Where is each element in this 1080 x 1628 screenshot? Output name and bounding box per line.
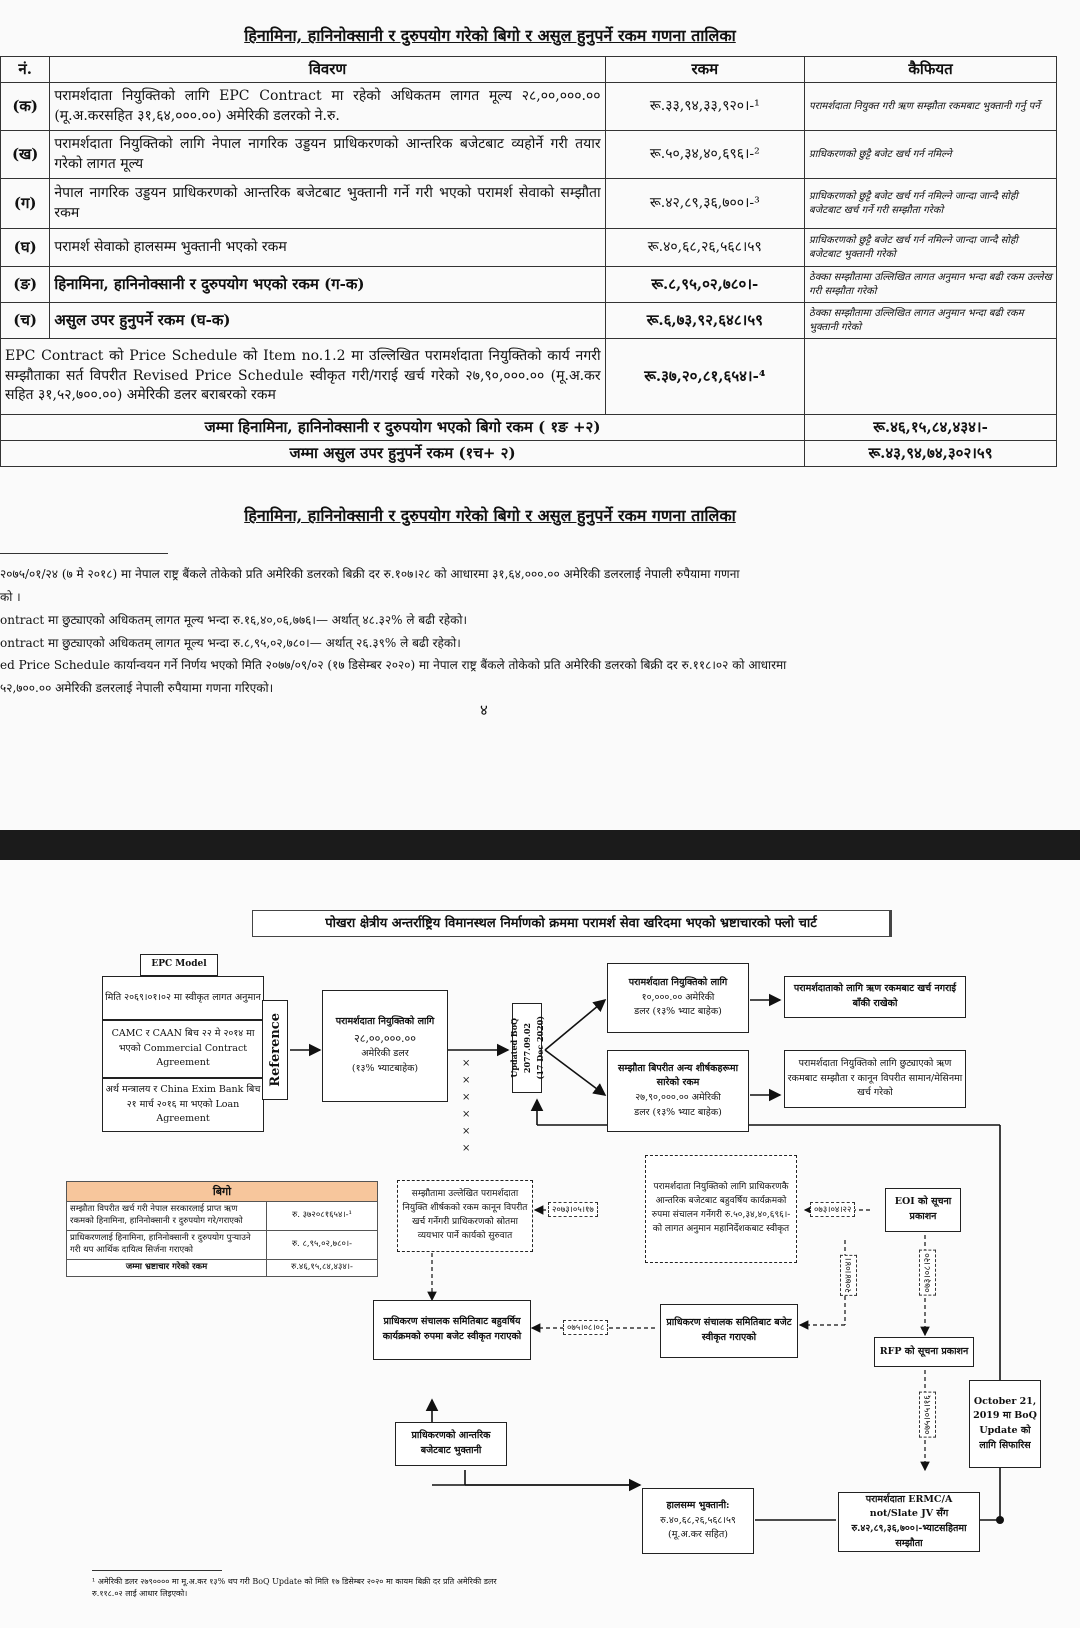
- total-label: जम्मा हिनामिना, हानिनोक्सानी र दुरुपयोग भएको बिगो रकम ( १ङ +२): [1, 415, 805, 441]
- board-budget-box: [660, 1304, 798, 1358]
- unspent-loan-box: [784, 976, 966, 1018]
- payment-todate-box: [642, 1488, 754, 1554]
- row-remark: प्राधिकरणको छुट्टै बजेट खर्च गर्न नमिल्ने: [805, 131, 1057, 179]
- boq-update-recommendation-box: [969, 1380, 1041, 1468]
- row-amount: रू.४२,८९,३६,७००।-³: [605, 179, 804, 229]
- row-desc: असुल उपर हुनुपर्ने रकम (घ-क): [50, 303, 605, 339]
- diverted-amount-box: [607, 1050, 749, 1132]
- row-desc: परामर्शदाता नियुक्तिको लागि नेपाल नागरिक उड्डयन प्राधिकरणको आन्तरिक बजेटबाट व्यहोर्ने गरी तयार गरेको लागत मूल्य: [50, 131, 605, 179]
- table-row: [67, 1259, 378, 1276]
- consultant-allocation-box: [322, 990, 448, 1102]
- box-text: RFP को सूचना प्रकाशन: [879, 1345, 969, 1357]
- box-title: हालसम्म भुक्तानी:: [666, 1499, 730, 1511]
- consultant-usd-box: [607, 963, 749, 1033]
- box-text: EOI को सूचना प्रकाशन: [894, 1196, 952, 1222]
- reference-text: Reference: [267, 1013, 283, 1087]
- expense-start-box: [397, 1180, 533, 1252]
- col-header-desc: विवरण: [50, 57, 605, 83]
- epc-box-text: अर्थ मन्त्रालय र China Exim Bank बिच २१ मार्च २०१६ मा भएको Loan Agreement: [105, 1083, 261, 1125]
- row-sn: (घ): [1, 229, 50, 267]
- date-label: ०७५।०८।०८: [563, 1320, 608, 1335]
- cross-marks: × × × × × ×: [462, 1058, 471, 1154]
- box-title: परामर्शदाता नियुक्तिको लागि: [628, 976, 728, 988]
- page-number: ४: [480, 701, 488, 719]
- internal-budget-payment-box: [395, 1422, 507, 1466]
- row-remark: प्राधिकरणको छुट्टै बजेट खर्च गर्न नमिल्ने जान्दा जान्दै सोही बजेटबाट भुक्तानी गरेको: [805, 229, 1057, 267]
- row-desc: परामर्श सेवाको हालसम्म भुक्तानी भएको रकम: [50, 229, 605, 267]
- bigo-amount: रु. ३७२०८१६५४।-¹: [267, 1202, 378, 1231]
- flowchart-footnote: ¹ अमेरिकी डलर २७९०००० मा मू.अ.कर १३% थप गरी BoQ Update को मिति १७ डिसेम्बर २०२० मा कायम बिक्री दर प्रति अमेरिकी डलर रु.११८.०२ लाई आधार लिइएको।: [92, 1577, 497, 1598]
- total-label: जम्मा असुल उपर हुनुपर्ने रकम (१च+ २): [1, 441, 805, 467]
- epc-box-text: CAMC र CAAN बिच २२ मे २०१४ मा भएको Commercial Contract Agreement: [111, 1027, 255, 1069]
- row-remark: परामर्शदाता नियुक्त गरी ऋण सम्झौता रकमबाट भुक्तानी गर्नु पर्ने: [805, 83, 1057, 131]
- box-title: सम्झौता बिपरीत अन्य शीर्षकहरूमा सारेको रकम: [617, 1062, 739, 1089]
- box-unit: डलर (१३% भ्याट बाहेक): [634, 1106, 722, 1118]
- footnote-line: २०७५/०१/२४ (७ मे २०१८) मा नेपाल राष्ट्र बैंकले तोकेको प्रति अमेरिकी डलरको बिक्री दर रु.१०७।२८ को आधारमा ३१,६४,०००.०० अमेरिकी डलरलाई नेपाली रुपैयामा गणना: [0, 567, 740, 581]
- consultant-title: परामर्शदाता नियुक्तिको लागि: [335, 1016, 435, 1028]
- row-desc: हिनामिना, हानिनोक्सानी र दुरुपयोग भएको रकम (ग-क): [50, 267, 605, 303]
- box-text: सम्झौतामा उल्लेखित परामर्शदाता नियुक्ति शीर्षकको रकम कानून विपरीत खर्च गर्नेगरी प्राधिकरणको स्रोतमा व्ययभार पार्ने कार्यको सुरुवात: [402, 1189, 528, 1241]
- consultant-contract-box: [838, 1492, 980, 1552]
- box-text: परामर्शदाता नियुक्तिको लागि प्राधिकरणकै आन्तरिक बजेटबाट बहुवर्षिय कार्यक्रमको रुपमा संचालन गर्नेगरी रु.५०,३४,४०,६९६।-को लागत अनुमान महानिर्देशकबाट स्वीकृत: [651, 1182, 791, 1234]
- box-amount: २७,९०,०००.०० अमेरिकी: [635, 1092, 721, 1103]
- epc-model-text: EPC Model: [151, 959, 207, 970]
- flowchart-title: पोखरा क्षेत्रीय अन्तर्राष्ट्रिय विमानस्थल निर्माणको क्रममा परामर्श सेवा खरिदमा भएको भ्रष्टाचारको फ्लो चार्ट: [252, 910, 892, 937]
- row-desc: EPC Contract को Price Schedule को Item no.1.2 मा उल्लिखित परामर्शदाता नियुक्तिको कार्य नगरी सम्झौताका सर्त विपरीत Revised Price Schedule स्वीकृत गरी/गराई खर्च गरेको २७,९०,०००.०० (मू.अ.कर सहित ३१,५२,७००.००) अमेरिकी डलर बराबरको रकम: [1, 339, 606, 415]
- row-amount: रू.४०,६८,२६,५६८।५९: [605, 229, 804, 267]
- footnote-line: को ।: [0, 590, 21, 604]
- epc-box-loan-agreement: [102, 1078, 264, 1132]
- date-label-vertical: २०७४।०४।: [840, 1255, 857, 1296]
- consultant-amount: २८,००,०००.००: [354, 1032, 416, 1046]
- row-sn: (ङ): [1, 267, 50, 303]
- total-amount: रू.४३,९४,७४,३०२।५९: [805, 441, 1057, 467]
- total-amount: रू.४६,१५,८४,४३४।-: [805, 415, 1057, 441]
- box-text: प्राधिकरण संचालक समितिबाट बहुवर्षिय कार्यक्रमको रुपमा बजेट स्वीकृत गराएको: [382, 1316, 522, 1342]
- box-text: प्राधिकरण संचालक समितिबाट बजेट स्वीकृत गराएको: [666, 1317, 792, 1343]
- consultant-note: (१३% भ्याटबाहेक): [351, 1062, 419, 1074]
- box-amount: १०,०००.०० अमेरिकी: [641, 991, 715, 1003]
- box-text: परामर्शदाता नियुक्तिको लागि छुट्याएको ऋण रकमबाट सम्झौता र कानून विपरीत सामान/मेसिनमा खर्च गरेको: [787, 1057, 963, 1099]
- table-row: [67, 1202, 378, 1231]
- epc-box-text: मिति २०६९।०१।०२ मा स्वीकृत लागत अनुमान: [105, 991, 261, 1003]
- col-header-sn: नं.: [1, 57, 50, 83]
- epc-box-commercial-agreement: [102, 1020, 264, 1078]
- date-label: ०७३।०४।२२: [810, 1202, 855, 1217]
- footnote-line: ed Price Schedule कार्यान्वयन गर्ने निर्णय भएको मिति २०७७/०९/०२ (१७ डिसेम्बर २०२०) मा नेपाल राष्ट्र बैंकले तोकेको प्रति अमेरिकी डलरको बिक्री दर रु.११८।०२ को आधारमा: [0, 658, 787, 672]
- rfp-notice-box: [874, 1337, 974, 1367]
- table-caption: हिनामिना, हानिनोक्सानी र दुरुपयोग गरेको बिगो र असुल हुनुपर्ने रकम गणना तालिका: [244, 506, 736, 525]
- footnote-line: ontract मा छुट्याएको अधिकतम् लागत मूल्य भन्दा रु.८,९५,०२,७८०।— अर्थात् २६.३९% ले बढी रहेको।: [0, 636, 461, 650]
- epc-model-label: [140, 954, 218, 976]
- eoi-notice-box: [885, 1188, 961, 1232]
- row-amount: रू.८,९५,०२,७८०।-: [605, 267, 804, 303]
- col-header-amount: रकम: [605, 57, 804, 83]
- boq-line: 2077.09.02: [522, 1022, 532, 1074]
- box-unit: डलर (१३% भ्याट बाहेक): [634, 1006, 722, 1018]
- bigo-amount: रु. ८,९५,०२,७८०।-: [267, 1231, 378, 1260]
- box-text: October 21, 2019 मा BoQ Update को लागि सिफारिस: [973, 1395, 1037, 1451]
- board-multiyear-budget-box: [373, 1300, 531, 1360]
- box-text: प्राधिकरणको आन्तरिक बजेटबाट भुक्तानी: [411, 1430, 491, 1456]
- col-header-remark: कैफियत: [805, 57, 1057, 83]
- row-sn: (ग): [1, 179, 50, 229]
- bigo-table: [66, 1181, 378, 1277]
- row-sn: (क): [1, 83, 50, 131]
- row-sn: (च): [1, 303, 50, 339]
- row-sn: (ख): [1, 131, 50, 179]
- row-remark: प्राधिकरणको छुट्टै बजेट खर्च गर्न नमिल्ने जान्दा जान्दै सोही बजेटबाट खर्च गर्ने गरी सम्झौता गरेको: [805, 179, 1057, 229]
- box-text: परामर्शदाता ERMC/A not/Slate JV सँग रु.४२,८९,३६,७००।-भ्याटसहितमा सम्झौता: [851, 1493, 967, 1549]
- row-desc: परामर्शदाता नियुक्तिको लागि EPC Contract मा रहेको अधिकतम लागत मूल्य २८,००,०००.०० (मू.अ.करसहित ३१,६४,०००.००) अमेरिकी डलरको ने.रु.: [50, 83, 605, 131]
- page-title: हिनामिना, हानिनोक्सानी र दुरुपयोग गरेको बिगो र असुल हुनुपर्ने रकम गणना तालिका: [244, 26, 736, 45]
- row-desc: नेपाल नागरिक उड्डयन प्राधिकरणको आन्तरिक बजेटबाट भुक्तानी गर्ने गरी भएको परामर्श सेवाको सम्झौता रकम: [50, 179, 605, 229]
- bigo-header: बिगो: [67, 1182, 378, 1202]
- row-amount: रू.६,७३,९२,६४८।५९: [605, 303, 804, 339]
- row-remark: ठेक्का सम्झौतामा उल्लिखित लागत अनुमान भन्दा बढी रकम उल्लेख गरी सम्झौता गरेको: [805, 267, 1057, 303]
- epc-box-cost-estimate: [102, 976, 264, 1020]
- consultant-unit: अमेरिकी डलर: [361, 1048, 409, 1060]
- row-amount: रू.५०,३४,४०,६९६।-²: [605, 131, 804, 179]
- table-row: [67, 1231, 378, 1260]
- row-amount: रू.३७,२०,८१,६५४।-⁴: [605, 339, 804, 415]
- boq-line: (17 Dec 2020): [535, 1016, 545, 1080]
- bigo-desc: सम्झौता विपरीत खर्च गरी नेपाल सरकारलाई प्राप्त ऋण रकमको हिनामिना, हानिनोक्सानी र दुरुपयोग गरे/गराएको: [67, 1202, 267, 1231]
- bigo-total-label: जम्मा भ्रष्टाचार गरेको रकम: [67, 1259, 267, 1276]
- date-label: २०७३।०५।१७: [548, 1202, 598, 1217]
- date-label-vertical: ०७३।०८।२०: [919, 1250, 936, 1296]
- updated-boq-label: [509, 1003, 545, 1093]
- bigo-desc: प्राधिकरणलाई हिनामिना, हानिनोक्सानी र दुरुपयोग पुऱ्याउने गरी थप आर्थिक दायित्व सिर्जना गराएको: [67, 1231, 267, 1260]
- box-amount: रु.४०,६८,२६,५६८।५९: [660, 1514, 736, 1526]
- box-text: परामर्शदाताको लागि ऋण रकमबाट खर्च नगराई बाँकी राखेको: [793, 983, 957, 1009]
- row-remark: ठेक्का सम्झौतामा उल्लिखित लागत अनुमान भन्दा बढी रकम भुक्तानी गरेको: [805, 303, 1057, 339]
- footnote-divider: [92, 1570, 222, 1571]
- bigo-total-amount: रु.४६,१५,८४,४३४।-: [267, 1259, 378, 1276]
- footnote-line: ५२,७००.०० अमेरिकी डलरलाई नेपाली रुपैयामा गणना गरिएको।: [0, 681, 274, 695]
- reference-label: [262, 1000, 288, 1100]
- date-label-vertical: ०७५।०५।१६: [919, 1392, 936, 1438]
- internal-budget-box: [645, 1155, 797, 1263]
- boq-line: Updated BoQ: [509, 1018, 519, 1078]
- row-amount: रू.३३,९४,३३,९२०।-¹: [605, 83, 804, 131]
- footnote-line: ontract मा छुट्याएको अधिकतम् लागत मूल्य भन्दा रु.१६,४०,०६,७७६।— अर्थात् ४८.३२% ले बढी रहेको।: [0, 613, 468, 627]
- box-note: (मू.अ.कर सहित): [668, 1529, 728, 1541]
- misused-loan-box: [784, 1050, 966, 1108]
